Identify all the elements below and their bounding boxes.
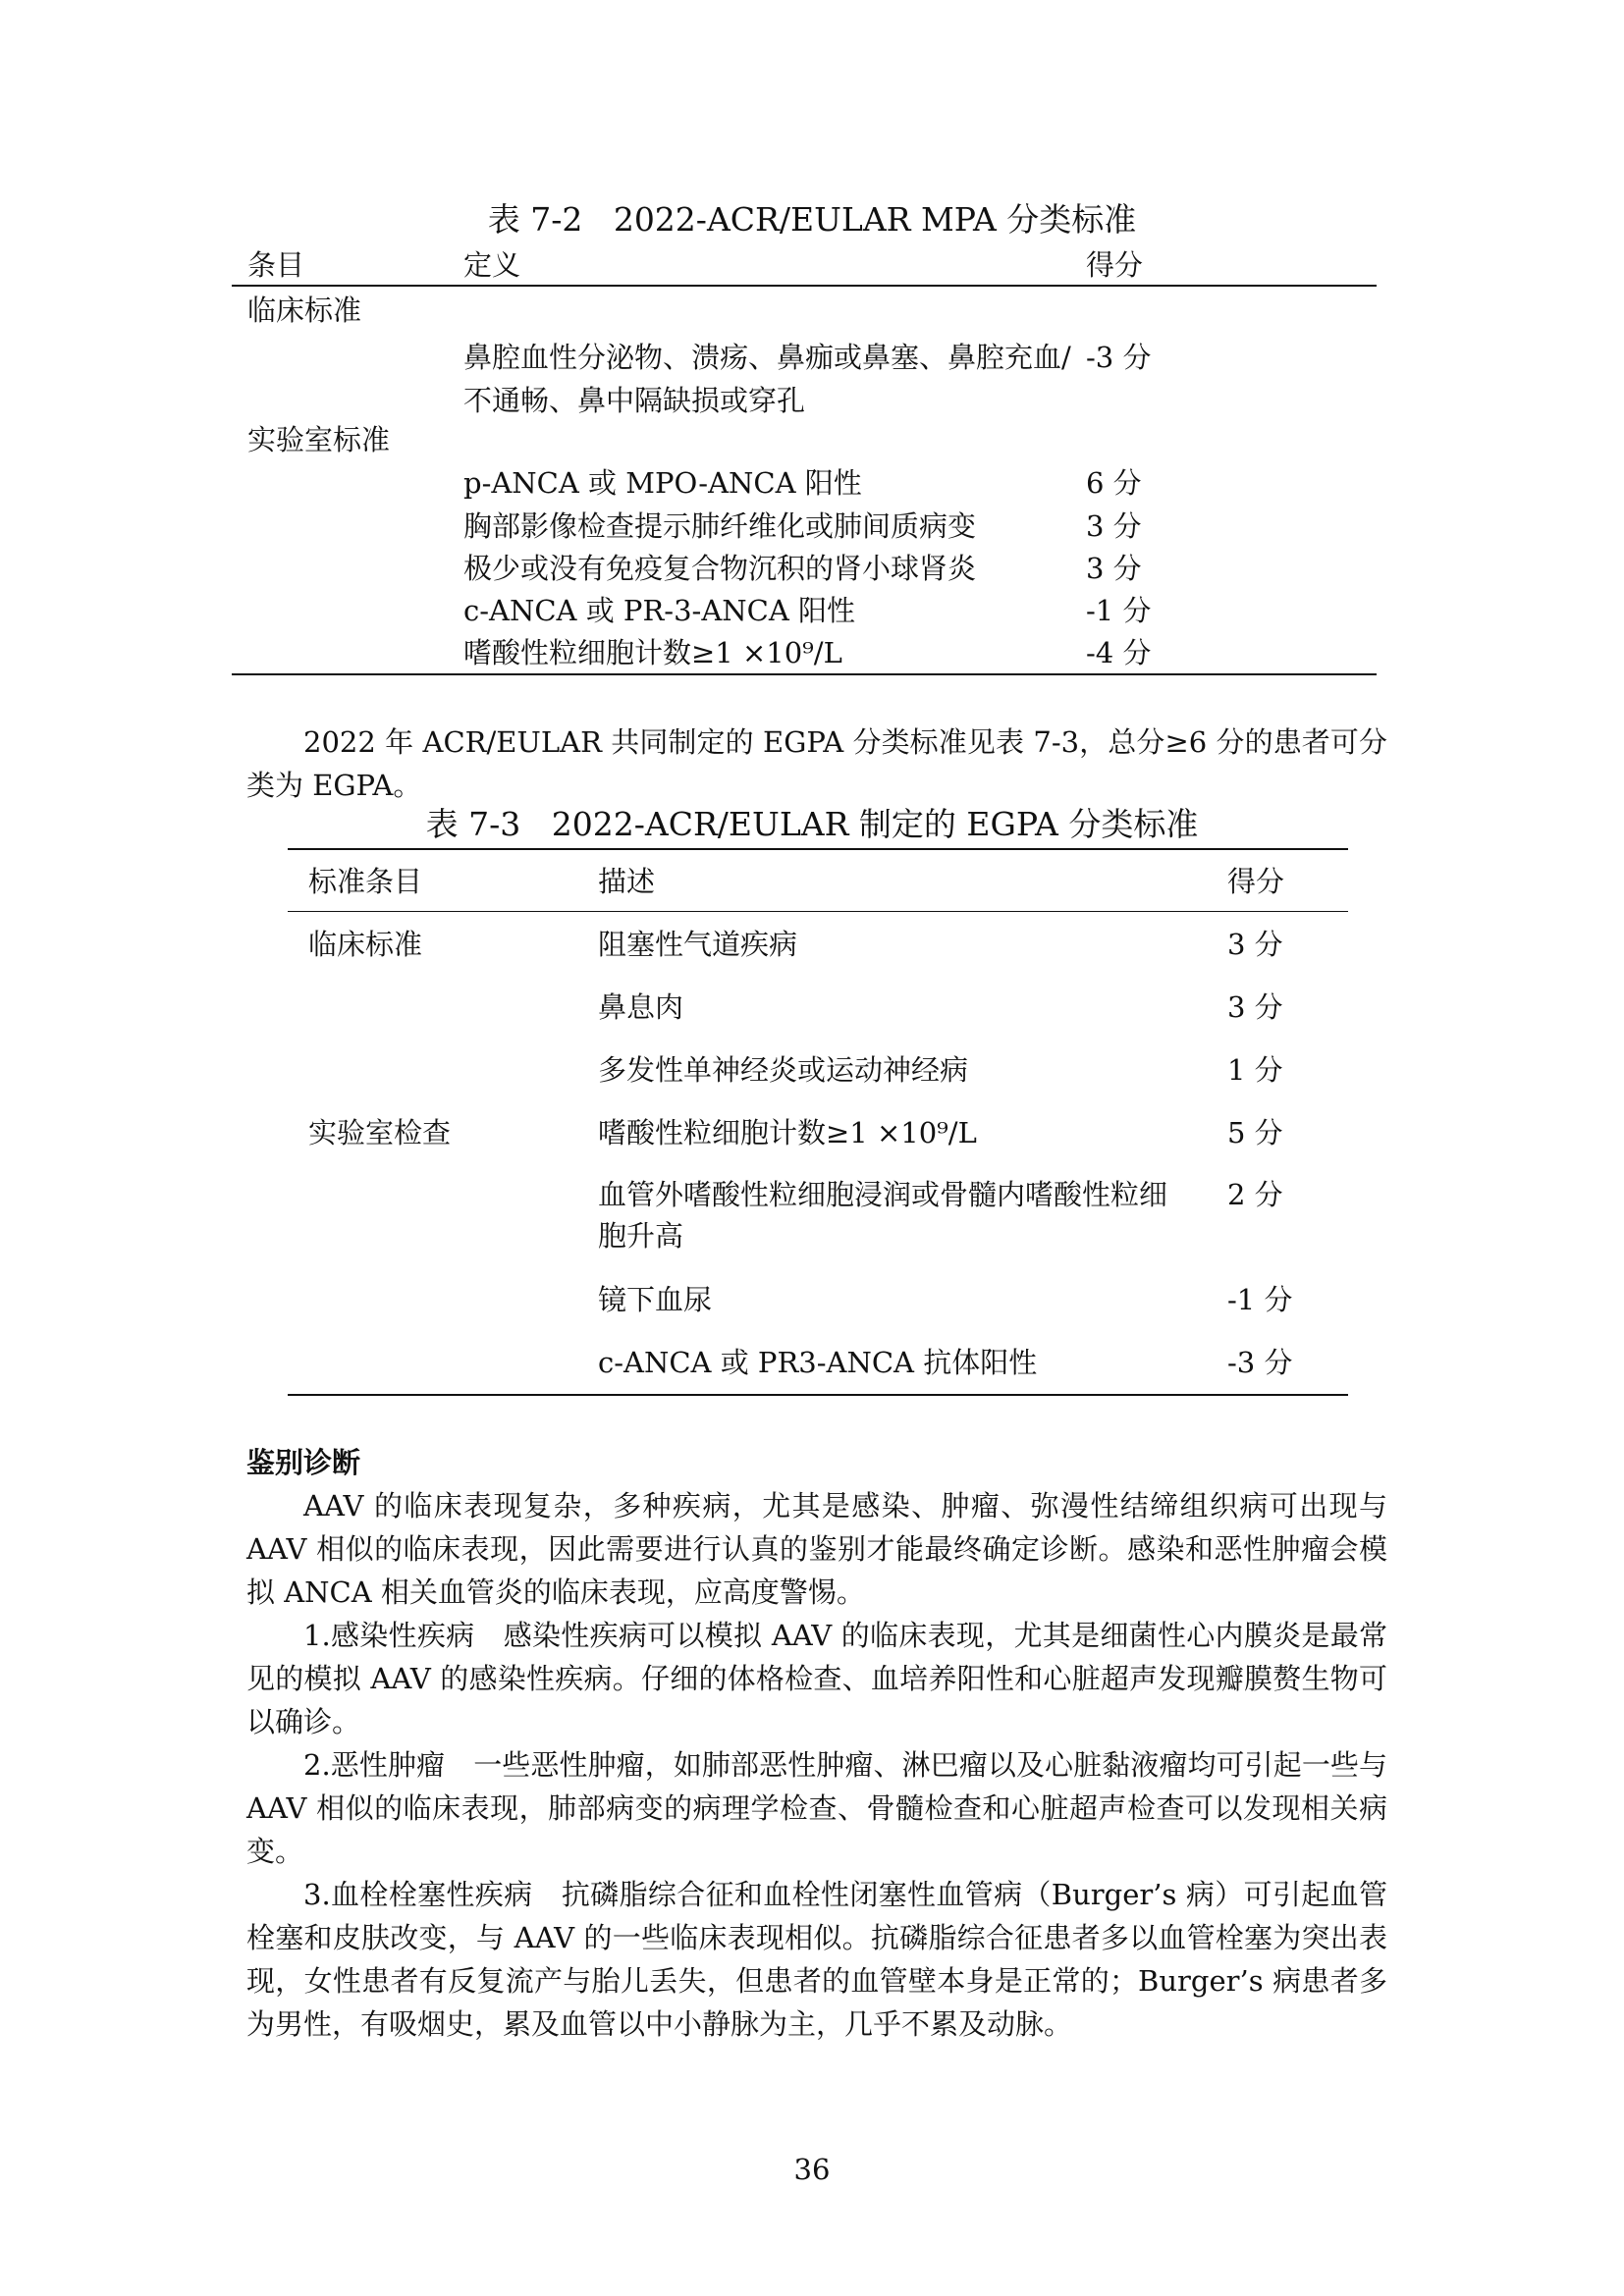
table-7-3-score-neuropathy: 1 分 [1227,1053,1283,1087]
page-number: 36 [793,2153,831,2186]
intro-paragraph: 2022 年 ACR/EULAR 共同制定的 EGPA 分类标准见表 7-3，总分≥6 分的患者可分类为 EGPA。 [246,725,1387,802]
differential-paragraph-infection: 1.感染性疾病 感染性疾病可以模拟 AAV 的临床表现，尤其是细菌性心内膜炎是最常见的模拟 AAV 的感染性疾病。仔细的体格检查、血培养阳性和心脏超声发现瓣膜赘生物可以确诊。 [246,1619,1387,1738]
table-7-2-score-glomerulonephritis: 3 分 [1086,552,1142,585]
table-7-3-score-nasal-polyps: 3 分 [1227,990,1283,1024]
table-7-3-score-infiltration: 2 分 [1227,1178,1283,1211]
differential-paragraph-thromboembolic: 3.血栓栓塞性疾病 抗磷脂综合征和血栓性闭塞性血管病（Burger’s 病）可引起血管栓塞和皮肤改变，与 AAV 的一些临床表现相似。抗磷脂综合征患者多以血管栓塞为突出表现，女性患者有反复流产与胎儿丢失，但患者的血管壁本身是正常的；Burger’s 病患者多为男性，有吸烟史，累及血管以中小静脉为主，几乎不累及动脉。 [246,1878,1387,2041]
table-7-2-score-eosinophil: -4 分 [1086,636,1152,669]
table-7-3-description-nasal-polyps: 鼻息肉 [598,990,684,1024]
table-7-3-category-lab: 实验室检查 [308,1116,452,1149]
table-7-3-header-description: 描述 [598,865,656,898]
table-7-3-score-canca: -3 分 [1227,1346,1293,1379]
table-7-2-category-clinical: 临床标准 [247,294,362,327]
table-7-3-description-hematuria: 镜下血尿 [598,1283,713,1316]
table-7-3-score-hematuria: -1 分 [1227,1283,1293,1316]
table-7-2-definition-eosinophil: 嗜酸性粒细胞计数≥1 ×10⁹/L [463,636,842,669]
table-7-3-score-airway: 3 分 [1227,928,1283,961]
table-7-2-bottom-rule [232,673,1377,675]
table-7-3-description-neuropathy: 多发性单神经炎或运动神经病 [598,1053,969,1087]
table-7-2-header-item: 条目 [247,248,305,282]
table-7-2-header-definition: 定义 [463,248,521,282]
table-7-3-caption: 表 7-3 2022-ACR/EULAR 制定的 EGPA 分类标准 [425,805,1199,843]
table-7-2-category-lab: 实验室标准 [247,423,391,456]
table-7-3-score-eosinophil: 5 分 [1227,1116,1283,1149]
differential-diagnosis-title: 鉴别诊断 [246,1446,361,1479]
table-7-2-definition-canca: c-ANCA 或 PR-3-ANCA 阳性 [463,594,855,627]
table-7-2-header-score: 得分 [1086,248,1144,282]
table-7-3-top-rule [288,848,1348,850]
table-7-3-header-score: 得分 [1227,865,1285,898]
table-7-2-definition-lung: 胸部影像检查提示肺纤维化或肺间质病变 [463,509,977,543]
table-7-2-top-rule [232,285,1377,287]
table-7-2-score-lung: 3 分 [1086,509,1142,543]
table-7-3-header-category: 标准条目 [308,865,423,898]
table-7-2-score-panca: 6 分 [1086,466,1142,500]
table-7-2-definition-nasal: 鼻腔血性分泌物、溃疡、鼻痂或鼻塞、鼻腔充血/不通畅、鼻中隔缺损或穿孔 [463,341,1071,417]
table-7-3-description-canca: c-ANCA 或 PR3-ANCA 抗体阳性 [598,1346,1038,1379]
table-7-3-description-eosinophil: 嗜酸性粒细胞计数≥1 ×10⁹/L [598,1116,977,1149]
table-7-2-definition-glomerulonephritis: 极少或没有免疫复合物沉积的肾小球肾炎 [463,552,977,585]
table-7-3-header-rule [288,911,1348,912]
table-7-2-score-canca: -1 分 [1086,594,1152,627]
table-7-3-bottom-rule [288,1394,1348,1396]
differential-paragraph-overview: AAV 的临床表现复杂，多种疾病，尤其是感染、肿瘤、弥漫性结缔组织病可出现与 AAV 相似的临床表现，因此需要进行认真的鉴别才能最终确定诊断。感染和恶性肿瘤会模拟 ANCA 相关血管炎的临床表现，应高度警惕。 [246,1489,1387,1609]
table-7-2-score-nasal: -3 分 [1086,341,1152,374]
table-7-2-definition-panca: p-ANCA 或 MPO-ANCA 阳性 [463,466,862,500]
table-7-2-caption: 表 7-2 2022-ACR/EULAR MPA 分类标准 [487,200,1137,239]
table-7-3-description-airway: 阻塞性气道疾病 [598,928,798,961]
table-7-3-description-infiltration: 血管外嗜酸性粒细胞浸润或骨髓内嗜酸性粒细胞升高 [598,1178,1168,1253]
table-7-3-category-clinical: 临床标准 [308,928,423,961]
differential-paragraph-malignancy: 2.恶性肿瘤 一些恶性肿瘤，如肺部恶性肿瘤、淋巴瘤以及心脏黏液瘤均可引起一些与 AAV 相似的临床表现，肺部病变的病理学检查、骨髓检查和心脏超声检查可以发现相关病变。 [246,1748,1387,1868]
